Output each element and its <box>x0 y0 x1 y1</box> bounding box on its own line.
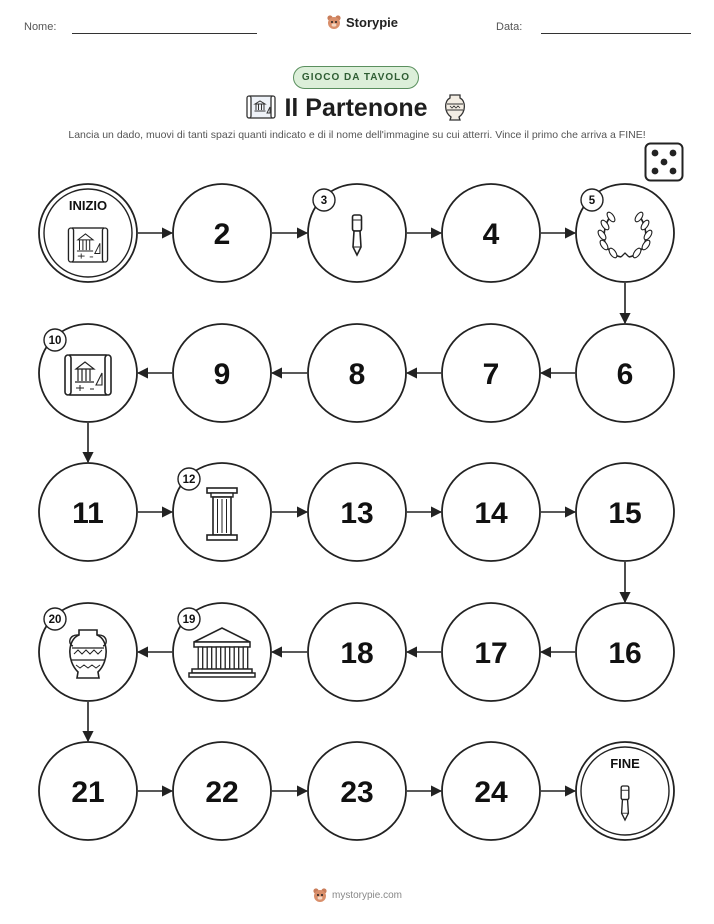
bear-logo-icon <box>312 887 328 903</box>
space-number: 21 <box>71 776 105 809</box>
board-space-6 <box>576 324 674 422</box>
space-number-badge: 10 <box>48 335 62 347</box>
board-space-10 <box>39 324 137 422</box>
space-number: 14 <box>474 497 508 530</box>
space-number: 2 <box>213 218 231 251</box>
space-number: 11 <box>72 497 104 530</box>
board-space-21 <box>39 742 137 840</box>
board-space-19 <box>173 603 271 701</box>
chisel-icon <box>621 786 629 820</box>
board-space-11 <box>39 463 137 561</box>
board-space-5 <box>576 184 674 282</box>
space-label: FINE <box>610 756 640 771</box>
board-space-23 <box>308 742 406 840</box>
space-number: 6 <box>616 358 634 391</box>
board-space-13 <box>308 463 406 561</box>
board-space-25 <box>576 742 674 840</box>
board-space-24 <box>442 742 540 840</box>
board-space-18 <box>308 603 406 701</box>
space-number: 7 <box>482 358 500 391</box>
space-number-badge: 19 <box>182 614 196 626</box>
blueprint-scroll-icon <box>65 355 111 395</box>
space-number: 24 <box>474 776 508 809</box>
space-number: 22 <box>205 776 239 809</box>
board-space-15 <box>576 463 674 561</box>
space-number: 13 <box>340 497 374 530</box>
space-number: 18 <box>340 637 374 670</box>
board-space-16 <box>576 603 674 701</box>
space-number-badge: 12 <box>182 474 196 486</box>
board-space-7 <box>442 324 540 422</box>
board-space-1 <box>39 184 137 282</box>
board-space-22 <box>173 742 271 840</box>
board-space-14 <box>442 463 540 561</box>
board-space-20 <box>39 603 137 701</box>
space-number: 8 <box>348 358 366 391</box>
date-label: Data: <box>496 21 523 33</box>
board-space-17 <box>442 603 540 701</box>
name-label: Nome: <box>24 21 57 33</box>
space-number: 16 <box>608 637 642 670</box>
space-number: 17 <box>474 637 508 670</box>
space-number-badge: 20 <box>48 614 62 626</box>
category-badge: GIOCO DA TAVOLO <box>293 66 419 89</box>
footer <box>0 887 714 903</box>
board-space-2 <box>173 184 271 282</box>
space-label: INIZIO <box>68 198 108 213</box>
footer-url: mystorypie.com <box>331 889 402 901</box>
chisel-icon <box>353 215 362 255</box>
space-number: 23 <box>340 776 374 809</box>
space-number-badge: 5 <box>588 195 596 207</box>
board-space-12 <box>173 463 271 561</box>
board-spaces <box>39 184 674 840</box>
space-number: 15 <box>608 497 642 530</box>
space-number: 4 <box>482 218 500 251</box>
brand-name: Storypie <box>346 14 399 30</box>
instructions-text: Lancia un dado, muovi di tanti spazi quanti indicato e di il nome dell'immagine su cui atterri. Vince il primo che arriva a FINE! <box>68 129 646 141</box>
space-number: 9 <box>213 358 231 391</box>
board-space-4 <box>442 184 540 282</box>
space-number-badge: 3 <box>320 195 328 207</box>
title-text: Il Partenone <box>284 94 428 122</box>
blueprint-scroll-icon <box>68 228 107 262</box>
board-space-3 <box>308 184 406 282</box>
board-space-8 <box>308 324 406 422</box>
board-space-9 <box>173 324 271 422</box>
